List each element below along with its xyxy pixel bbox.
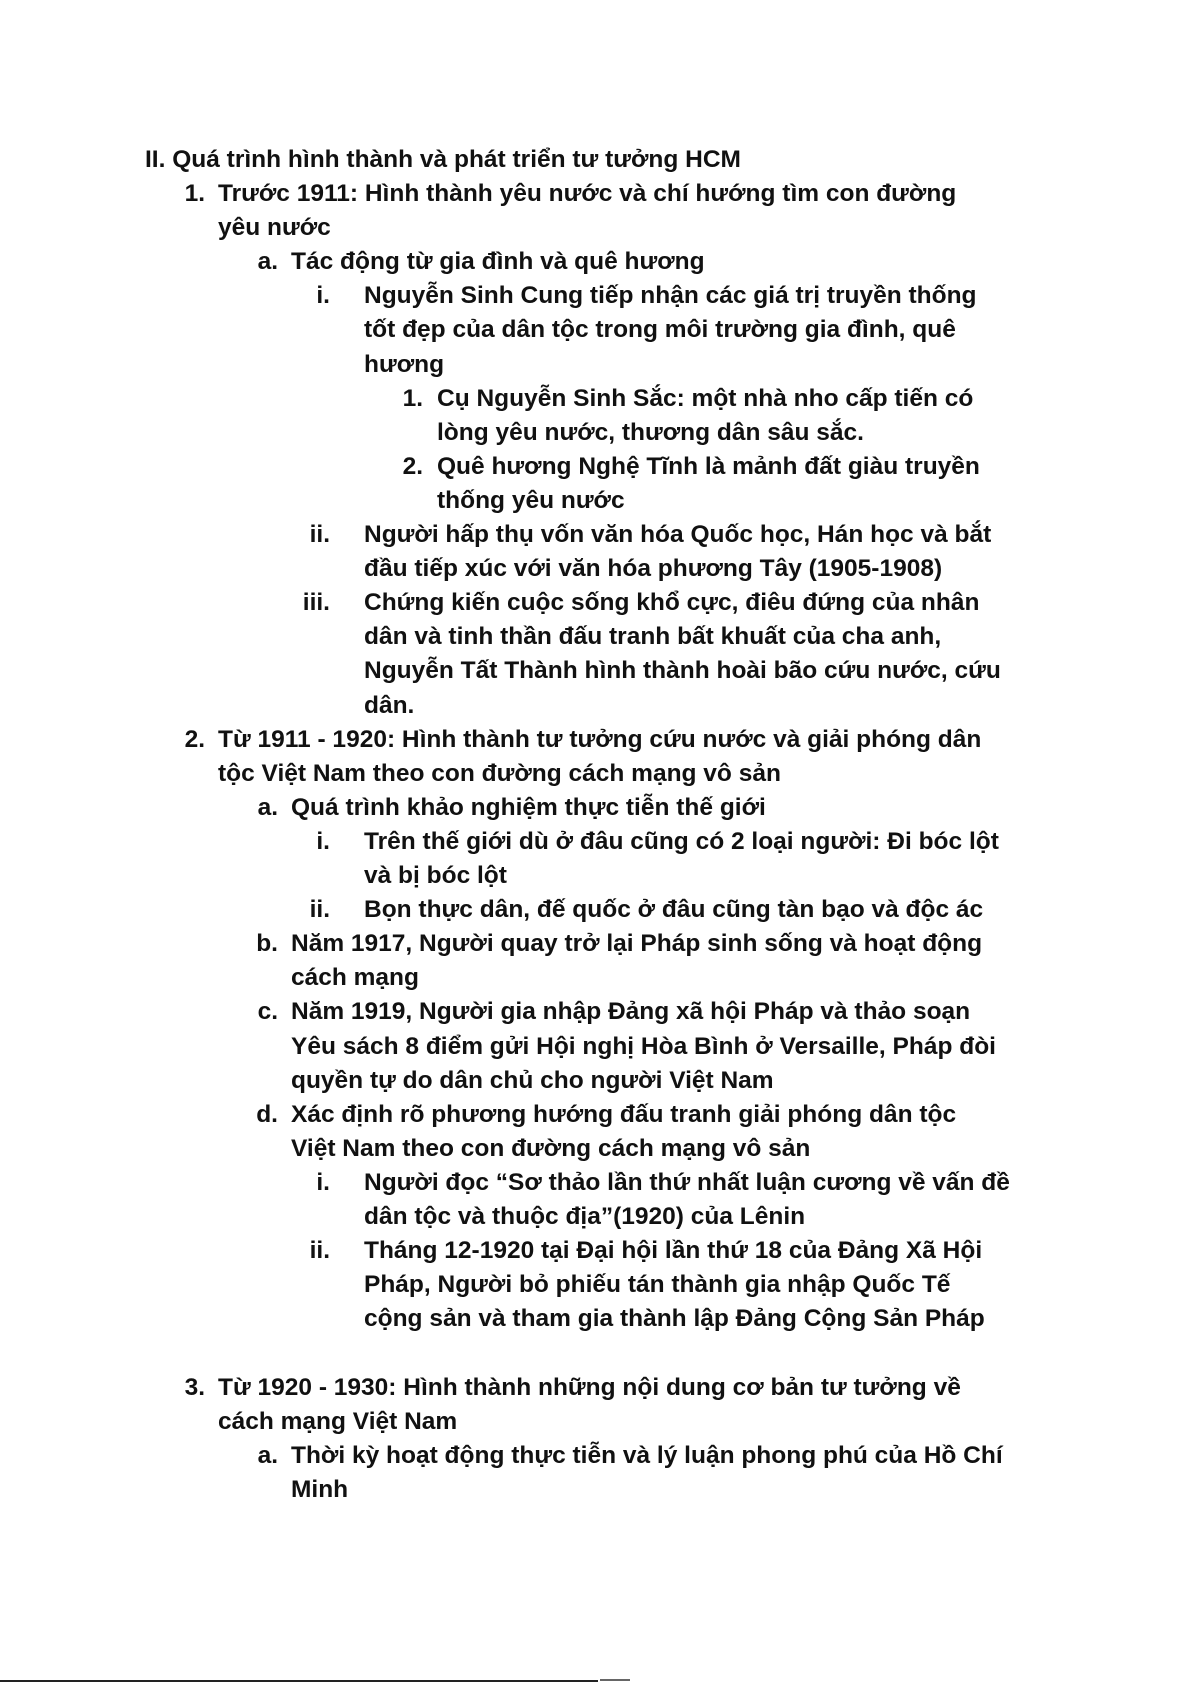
subsection-text: Quá trình khảo nghiệm thực tiễn thế giới [291,793,766,821]
page-heading: II. Quá trình hình thành và phát triển tư tưởng HCM [145,146,741,173]
subsection-text: Thời kỳ hoạt động thực tiễn và lý luận phong phú của Hồ Chí [291,1441,1003,1469]
item-marker: i. [316,827,330,855]
item-marker: ii. [309,521,330,548]
item-text: cộng sản và tham gia thành lập Đảng Cộng Sản Pháp [364,1305,985,1333]
subsection-text: Năm 1917, Người quay trở lại Pháp sinh sống và hoạt động [291,930,983,958]
item-text: và bị bóc lột [364,862,507,889]
subsection-marker: a. [257,248,278,276]
item-marker: ii. [309,896,330,924]
item-text: tốt đẹp của dân tộc trong môi trường gia đình, quê [364,316,956,344]
item-marker: iii. [302,589,330,617]
item-text: Nguyễn Tất Thành hình thành hoài bão cứu nước, cứu [364,657,1001,685]
item-text: Chứng kiến cuộc sống khổ cực, điêu đứng của nhân [364,589,980,617]
item-text: Bọn thực dân, đế quốc ở đâu cũng tàn bạo và độc ác [364,896,984,924]
section-text: cách mạng Việt Nam [218,1407,458,1435]
item-text: Người hấp thụ vốn văn hóa Quốc học, Hán học và bắt [364,521,992,548]
item-text: hương [364,350,445,378]
section-text: yêu nước [218,214,331,242]
subitem-text: Quê hương Nghệ Tĩnh là mảnh đất giàu truyền [437,452,980,480]
item-text: dân tộc và thuộc địa”(1920) của Lênin [364,1203,806,1230]
section-marker: 1. [184,180,205,207]
item-text: Nguyễn Sinh Cung tiếp nhận các giá trị truyền thống [364,282,977,310]
subsection-text: cách mạng [291,964,419,992]
section-marker: 3. [184,1373,205,1401]
item-text: Tháng 12-1920 tại Đại hội lần thứ 18 của Đảng Xã Hội [364,1237,983,1265]
subsection-text: Năm 1919, Người gia nhập Đảng xã hội Pháp và thảo soạn [291,998,971,1026]
section-text: Trước 1911: Hình thành yêu nước và chí hướng tìm con đường [218,180,957,207]
subitem-marker: 1. [402,384,423,412]
section-text: Từ 1911 - 1920: Hình thành tư tưởng cứu nước và giải phóng dân [218,725,982,753]
subitem-text: thống yêu nước [437,486,625,514]
item-text: đầu tiếp xúc với văn hóa phương Tây (1905-1908) [364,555,943,583]
subsection-marker: a. [257,793,278,821]
item-text: dân. [364,691,415,719]
page-break-marker [600,1679,630,1681]
section-marker: 2. [184,725,205,753]
subsection-marker: a. [257,1441,278,1469]
item-marker: ii. [309,1237,330,1265]
subsection-text: quyền tự do dân chủ cho người Việt Nam [291,1066,774,1094]
subitem-text: Cụ Nguyễn Sinh Sắc: một nhà nho cấp tiến có [437,384,974,412]
section-text: Từ 1920 - 1930: Hình thành những nội dung cơ bản tư tưởng về [218,1373,961,1401]
item-text: dân và tinh thần đấu tranh bất khuất của cha anh, [364,623,942,651]
subitem-text: lòng yêu nước, thương dân sâu sắc. [437,418,864,446]
subsection-marker: c. [257,998,278,1026]
subsection-text: Tác động từ gia đình và quê hương [291,248,705,276]
subsection-text: Minh [291,1475,349,1503]
item-marker: i. [316,1168,330,1196]
item-marker: i. [316,282,330,310]
subsection-text: Việt Nam theo con đường cách mạng vô sản [291,1134,811,1162]
section-text: tộc Việt Nam theo con đường cách mạng vô sản [218,759,781,787]
page-break-rule [0,1680,598,1682]
subsection-marker: b. [256,930,278,958]
subsection-text: Yêu sách 8 điểm gửi Hội nghị Hòa Bình ở Versaille, Pháp đòi [291,1032,996,1060]
item-text: Người đọc “Sơ thảo lần thứ nhất luận cương về vấn đề [364,1168,1010,1196]
subitem-marker: 2. [402,452,423,480]
item-text: Trên thế giới dù ở đâu cũng có 2 loại người: Đi bóc lột [364,827,999,855]
item-text: Pháp, Người bỏ phiếu tán thành gia nhập Quốc Tế [364,1271,951,1299]
subsection-marker: d. [256,1100,278,1128]
subsection-text: Xác định rõ phương hướng đấu tranh giải phóng dân tộc [291,1100,957,1128]
